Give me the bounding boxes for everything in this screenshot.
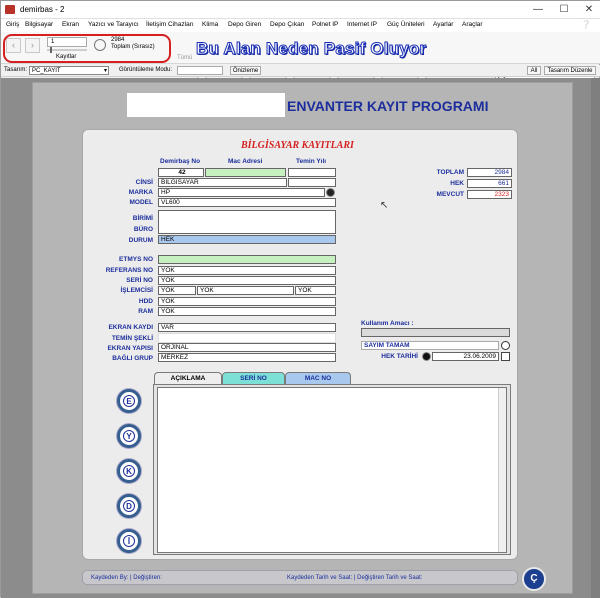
label-etmys: ETMYS NO [119,256,153,263]
record-number-input[interactable]: 1 [47,37,87,47]
header-demirbas-no: Demirbaş No [160,158,201,165]
side-button-d[interactable] [117,494,141,518]
header-mac-adresi: Mac Adresi [228,158,263,165]
tab-mac-no[interactable]: MAC NO [285,372,351,385]
temin-yili-field[interactable] [288,168,336,177]
label-marka: MARKA [128,189,153,196]
label-temin-sekli: TEMİN ŞEKLİ [111,335,153,342]
tasarim-select[interactable] [29,66,109,75]
mac-adresi-field[interactable] [205,168,286,177]
records-label: Kayıtlar [56,54,77,60]
footer-kaydeden: Kaydeden By: | Değiştiren: [91,575,162,581]
section-title: BİLGİSAYAR KAYITLARI [241,140,354,151]
menu-araclar[interactable]: Araçlar [462,21,483,28]
side-button-e-label: E [123,395,135,407]
menu-polnet-ip[interactable]: Polnet IP [312,21,339,28]
mouse-cursor-icon: ↖ [380,200,389,211]
title-bar [1,1,600,19]
next-record-button[interactable]: › [25,38,40,53]
seri-field[interactable]: YOK [158,276,336,285]
annotation-text: Bu Alan Neden Pasif Oluyor [196,39,427,58]
durum-field[interactable]: HEK [158,235,336,244]
islemci-3-field[interactable]: YOK [295,286,336,295]
menu-bilgisayar[interactable]: Bilgisayar [25,21,54,28]
birimi-buro-field[interactable] [158,210,336,234]
etmys-field[interactable] [158,255,336,264]
label-model: MODEL [129,199,153,206]
record-count-label: Toplam (Sırasız) [111,44,155,50]
islemci-1-field[interactable]: YOK [158,286,196,295]
label-kullanim-amaci: Kullanım Amacı : [361,320,414,327]
app-icon [5,5,15,14]
hdd-field[interactable]: YOK [158,297,336,306]
side-button-y[interactable] [117,424,141,448]
window-title: demirbas - 2 [20,5,65,14]
tum-label: Tümü [177,55,193,61]
label-bagli-grup: BAĞLI GRUP [112,355,153,362]
audit-footer [82,570,518,585]
menu-bar [1,19,600,32]
side-button-i-label: İ [123,535,135,547]
calendar-icon[interactable] [501,352,510,361]
form-title: ENVANTER KAYIT PROGRAMI [287,98,489,114]
aciklama-textarea[interactable] [157,387,507,553]
hek-tarihi-field[interactable]: 23.06.2009 [432,352,499,361]
menu-guc[interactable]: Güç Üniteleri [387,21,425,28]
referans-field[interactable]: YOK [158,266,336,275]
menu-ekran[interactable]: Ekran [62,21,79,28]
goruntuleme-label: Görüntüleme Modu: [119,67,173,73]
marka-lookup-icon[interactable] [326,188,335,197]
vertical-scrollbar[interactable] [591,78,600,598]
side-button-y-label: Y [123,430,135,442]
minimize-button[interactable]: — [533,4,543,15]
side-button-k-label: K [123,465,135,477]
ekran-yapisi-field[interactable]: ORJINAL [158,343,336,352]
side-button-i[interactable] [117,529,141,553]
cinsi-field[interactable]: BILGISAYAR [158,178,287,187]
temin-sekli-field[interactable] [158,333,336,343]
mevcut-value: 2323 [467,190,512,199]
goruntuleme-select[interactable] [177,66,223,75]
all-button[interactable]: All [527,66,541,75]
toplam-value: 2984 [467,168,512,177]
tasarim-label: Tasarım: [4,67,28,73]
tab-aciklama[interactable]: AÇIKLAMA [154,372,222,385]
menu-iletisim[interactable]: İletişim Cihazları [146,21,194,28]
design-toolbar [1,65,600,77]
record-count: 2984 [111,37,125,43]
footer-tarih: Kaydeden Tarih ve Saat: | Değiştiren Tarih ve Saat: [287,575,423,581]
label-hek-tarihi: HEK TARİHİ [381,353,418,360]
prev-record-button[interactable]: ‹ [6,38,21,53]
label-ekran-yapisi: EKRAN YAPISI [107,345,153,352]
islemci-2-field[interactable]: YOK [197,286,294,295]
ram-field[interactable]: YOK [158,307,336,316]
menu-depo-cikan[interactable]: Depo Çıkan [270,21,305,28]
ekran-kaydi-field[interactable]: VAR [158,323,336,332]
sayim-tamam-checkbox[interactable] [501,341,510,350]
close-button[interactable]: ✕ [584,4,594,15]
tab-seri-no[interactable]: SERİ NO [222,372,285,385]
label-mevcut: MEVCUT [436,191,464,198]
label-islemcisi: İŞLEMCİSİ [120,287,153,294]
exit-button[interactable]: Ç [522,567,546,591]
logo-placeholder [127,93,285,117]
menu-klima[interactable]: Klima [202,21,219,28]
label-durum: DURUM [128,237,153,244]
sayim-tamam-label: SAYIM TAMAM [361,341,499,350]
onizleme-button[interactable]: Önizleme [230,66,261,75]
side-button-d-label: D [123,500,135,512]
label-cinsi: CİNSİ [135,179,153,186]
model-field[interactable]: VL600 [158,198,336,207]
label-seri: SERİ NO [126,277,153,284]
menu-internet-ip[interactable]: Internet IP [347,21,377,28]
menu-yazici[interactable]: Yazıcı ve Tarayıcı [88,21,139,28]
menu-ayarlar[interactable]: Ayarlar [433,21,454,28]
label-ram: RAM [138,308,153,315]
label-ekran-kaydi: EKRAN KAYDI [108,324,153,331]
help-icon[interactable]: ❔ [581,20,591,29]
label-referans: REFERANS NO [105,267,153,274]
demirbas-no-field[interactable]: 42 [158,168,204,177]
bagli-grup-field[interactable]: MERKEZ [158,353,336,362]
label-buro: BÜRO [133,226,153,233]
hek-tarihi-picker-icon[interactable] [422,352,431,361]
label-hek: HEK [450,180,464,187]
annotation-circle [3,34,171,63]
tasarim-value: PC_KAYIT [32,68,61,74]
menu-giris[interactable]: Giriş [6,21,20,28]
label-toplam: TOPLAM [436,169,464,176]
cinsi-extra-field[interactable] [288,178,336,187]
tasarim-duzenle-button[interactable]: Tasarım Düzenle [544,66,596,75]
side-button-e[interactable] [117,389,141,413]
chevron-down-icon: ▾ [103,68,107,74]
hek-value: 661 [467,179,512,188]
side-button-k[interactable] [117,459,141,483]
menu-depo-giren[interactable]: Depo Giren [228,21,262,28]
textarea-scrollbar[interactable] [498,388,506,552]
maximize-button[interactable]: ☐ [559,4,569,15]
label-birimi: BİRİMİ [132,215,153,222]
kullanim-amaci-field[interactable] [361,328,510,337]
label-hdd: HDD [138,298,153,305]
header-temin-yili: Temin Yılı [296,158,327,165]
marka-field[interactable]: HP [158,188,325,197]
